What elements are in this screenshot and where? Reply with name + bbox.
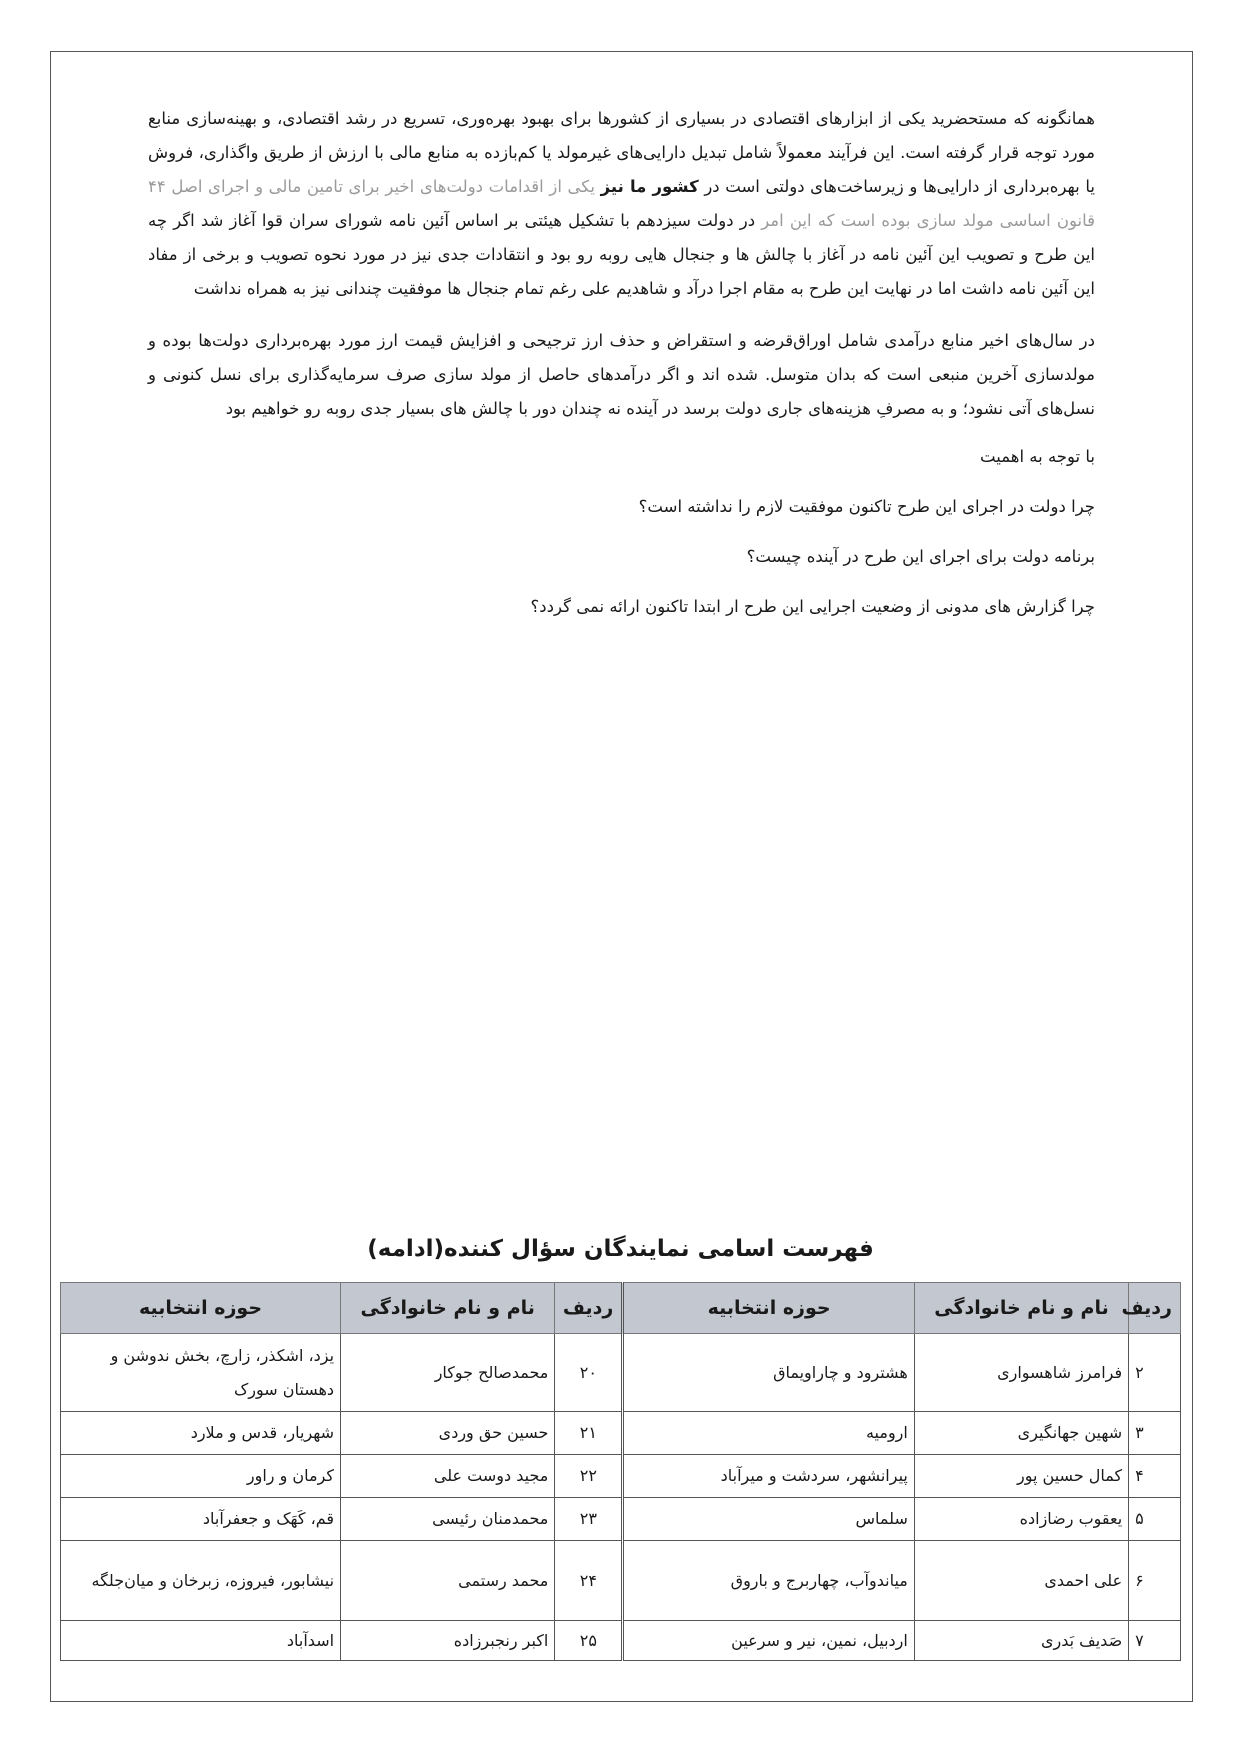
table-row [61,1498,1181,1541]
member-name: صَدیف بَدری [914,1621,1128,1661]
member-name: حسین حق وردی [341,1412,555,1455]
row-number: ۳ [1129,1412,1181,1455]
header-name: نام و نام خانوادگی [914,1283,1128,1334]
table-title: فهرست اسامی نمایندگان سؤال کننده(ادامه) [367,1236,874,1262]
members-table [60,1282,1181,1661]
paragraph-intro [148,102,1095,306]
row-number: ۲۵ [555,1621,623,1661]
header-row-number-2: ردیف [555,1283,623,1334]
member-district: میاندوآب، چهاربرج و باروق [623,1541,915,1621]
member-district: کرمان و راور [61,1455,341,1498]
member-district: سلماس [623,1498,915,1541]
table-row [61,1334,1181,1412]
intro-bold-text: کشور ما نیز [600,177,699,196]
header-row-number: ردیف [1129,1283,1181,1334]
member-name: محمدصالح جوکار [341,1334,555,1412]
table-row [61,1621,1181,1661]
row-number: ۲ [1129,1334,1181,1412]
row-number: ۲۰ [555,1334,623,1412]
question-2: برنامه دولت برای اجرای این طرح در آینده چیست؟ [746,547,1095,566]
header-name-2: نام و نام خانوادگی [341,1283,555,1334]
table-header-row [61,1283,1181,1334]
row-number: ۲۴ [555,1541,623,1621]
member-name: محمد رستمی [341,1541,555,1621]
member-district: یزد، اشکذر، زارچ، بخش ندوشن و دهستان سورک [61,1334,341,1412]
member-district: قم، کَهَک و جعفرآباد [61,1498,341,1541]
member-name: شهین جهانگیری [914,1412,1128,1455]
intro-grey-text: یکی از اقدامات دولت‌های اخیر برای تامین مالی و اجرای اصل ۴۴ قانون اساسی مولد سازی بوده است که این امر [148,177,1095,230]
question-body [148,102,1095,640]
member-name: یعقوب رضازاده [914,1498,1128,1541]
header-district: حوزه انتخابیه [623,1283,915,1334]
header-district-2: حوزه انتخابیه [61,1283,341,1334]
table-row [61,1541,1181,1621]
row-number: ۲۲ [555,1455,623,1498]
member-district: هشترود و چاراویماق [623,1334,915,1412]
member-name: علی احمدی [914,1541,1128,1621]
member-name: کمال حسین پور [914,1455,1128,1498]
member-district: اسدآباد [61,1621,341,1661]
table-row [61,1412,1181,1455]
member-name: مجید دوست علی [341,1455,555,1498]
row-number: ۲۳ [555,1498,623,1541]
member-district: اردبیل، نمین، نیر و سرعین [623,1621,915,1661]
member-district: پیرانشهر، سردشت و میرآباد [623,1455,915,1498]
row-number: ۲۱ [555,1412,623,1455]
member-district: نیشابور، فیروزه، زبرخان و میان‌جلگه [61,1541,341,1621]
intro-text-1: همانگونه که مستحضرید یکی از ابزارهای اقتصادی در بسیاری از کشورها برای بهبود بهره‌وری، تسریع در رشد اقتصادی، و بهینه‌سازی منابع مورد توجه قرار گرفته است. این فرآیند معمولاً شامل تبدیل دارایی‌های غیرمولد یا کم‌بازده به منابع مالی با ارزش از طریق واگذاری، فروش یا بهره‌برداری از دارایی‌ها و زیرساخت‌های دولتی است در [148,109,1095,196]
member-district: ارومیه [623,1412,915,1455]
member-name: فرامرز شاهسواری [914,1334,1128,1412]
member-district: شهریار، قدس و ملارد [61,1412,341,1455]
member-name: اکبر رنجبرزاده [341,1621,555,1661]
row-number: ۵ [1129,1498,1181,1541]
question-1: چرا دولت در اجرای این طرح تاکنون موفقیت لازم را نداشته است؟ [638,497,1095,516]
question-3: چرا گزارش های مدونی از وضعیت اجرایی این طرح ار ابتدا تاکنون ارائه نمی گردد؟ [530,597,1095,616]
paragraph-revenue: در سال‌های اخیر منابع درآمدی شامل اوراق‌قرضه و استقراض و حذف ارز ترجیحی و افزایش قیمت ارز مورد بهره‌برداری دولت‌ها بوده و مولدسازی آخرین منبعی است که بدان متوسل. شده اند و اگر درآمدهای حاصل از مولد سازی صرف سرمایه‌گذاری برای نسل کنونی و نسل‌های آتی نشود؛ و به مصرفِ هزینه‌های جاری دولت برسد در آینده نه چندان دور با چالش های بسیار جدی روبه رو خواهیم بود [148,331,1095,418]
table-row [61,1455,1181,1498]
member-name: محمدمنان رئیسی [341,1498,555,1541]
row-number: ۴ [1129,1455,1181,1498]
row-number: ۶ [1129,1541,1181,1621]
intro-text-2: در دولت سیزدهم با تشکیل هیئتی بر اساس آئین نامه شورای سران قوا آغاز شد اگر چه این طرح و تصویب این آئین نامه در آغاز با چالش ها و جنجال هایی روبه رو بود و انتقادات جدی نیز در مورد نحوه تصویب و برخی از مفاد این آئین نامه داشت اما در نهایت این طرح به مقام اجرا درآد و شاهدیم علی رغم تمام جنجال ها موفقیت چندانی نیز به همراه نداشت [148,211,1095,298]
paragraph-importance: با توجه به اهمیت [980,447,1095,466]
row-number: ۷ [1129,1621,1181,1661]
